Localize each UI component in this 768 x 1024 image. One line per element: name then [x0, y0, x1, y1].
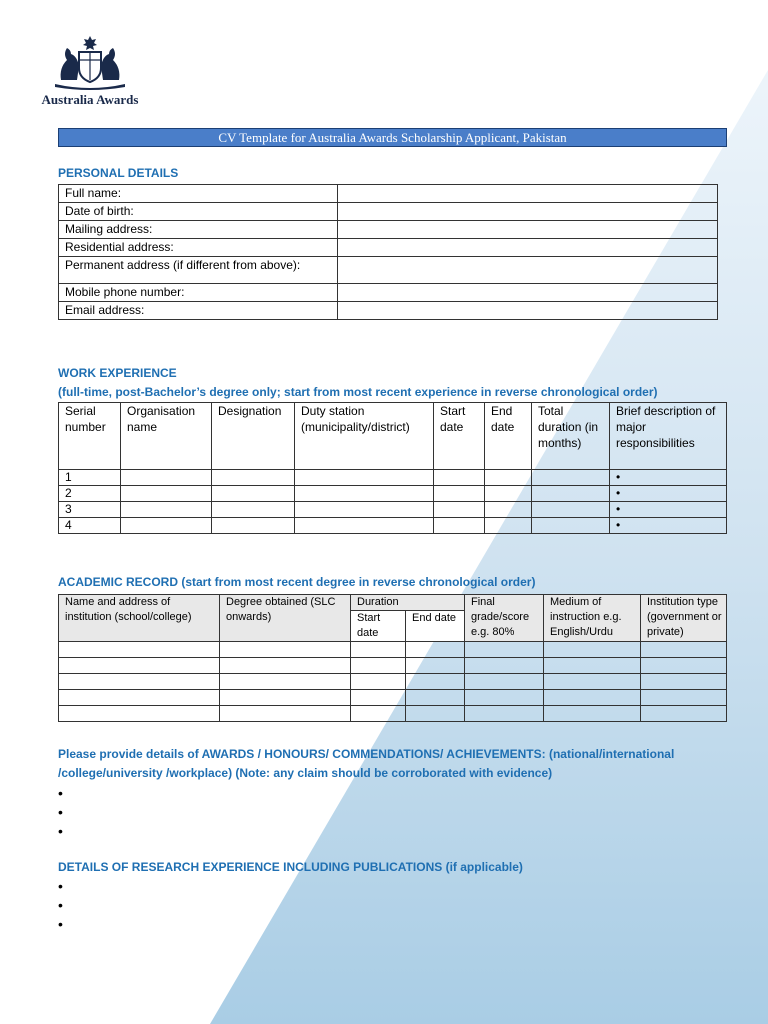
work-experience-table: [58, 402, 727, 534]
table-row: [59, 203, 718, 221]
column-header: Final grade/score e.g. 80%: [465, 595, 544, 642]
column-header: Medium of instruction e.g. English/Urdu: [544, 595, 641, 642]
research-list: [58, 877, 63, 934]
field-label: Full name:: [59, 185, 338, 203]
bullet[interactable]: •: [610, 486, 727, 502]
residential-address-field[interactable]: [338, 239, 718, 257]
research-heading: DETAILS OF RESEARCH EXPERIENCE INCLUDING PUBLICATIONS (if applicable): [58, 860, 523, 874]
column-header: Total duration (in months): [532, 403, 610, 470]
column-header: Start date: [351, 611, 406, 642]
work-experience-subheading: (full-time, post-Bachelor’s degree only; start from most recent experience in reverse chronological order): [58, 385, 658, 399]
permanent-address-field[interactable]: [338, 257, 718, 284]
page-title: CV Template for Australia Awards Scholarship Applicant, Pakistan: [58, 128, 727, 147]
field-label: Email address:: [59, 302, 338, 320]
serial-cell: 2: [59, 486, 121, 502]
bullet[interactable]: •: [610, 502, 727, 518]
academic-record-table: [58, 594, 727, 722]
list-item[interactable]: •: [58, 897, 63, 913]
work-experience-heading: WORK EXPERIENCE: [58, 366, 177, 380]
bullet[interactable]: •: [610, 518, 727, 534]
personal-details-heading: PERSONAL DETAILS: [58, 166, 179, 180]
field-label: Residential address:: [59, 239, 338, 257]
column-header: End date: [485, 403, 532, 470]
table-row: [59, 642, 727, 658]
list-item[interactable]: •: [58, 785, 63, 801]
column-header: Duty station (municipality/district): [295, 403, 434, 470]
coat-of-arms-icon: [51, 34, 129, 90]
column-header: Brief description of major responsibilities: [610, 403, 727, 470]
table-row: [59, 221, 718, 239]
list-item[interactable]: •: [58, 804, 63, 820]
column-header: Degree obtained (SLC onwards): [220, 595, 351, 642]
table-row: [59, 518, 727, 534]
serial-cell: 4: [59, 518, 121, 534]
column-header: Serial number: [59, 403, 121, 470]
list-item[interactable]: •: [58, 916, 63, 932]
table-row: [59, 470, 727, 486]
table-row: [59, 486, 727, 502]
table-row: [59, 502, 727, 518]
serial-cell: 3: [59, 502, 121, 518]
table-header-row: [59, 403, 727, 470]
personal-details-table: [58, 184, 718, 320]
table-row: [59, 302, 718, 320]
awards-list: [58, 784, 63, 841]
full-name-field[interactable]: [338, 185, 718, 203]
awards-heading: Please provide details of AWARDS / HONOURS/ COMMENDATIONS/ ACHIEVEMENTS: (national/international /college/university /workplace) (Note: any claim should be corroborated with evidence): [58, 747, 675, 780]
field-label: Permanent address (if different from above):: [59, 257, 338, 284]
date-of-birth-field[interactable]: [338, 203, 718, 221]
column-header: Start date: [434, 403, 485, 470]
table-row: [59, 658, 727, 674]
column-header: Institution type (government or private): [641, 595, 727, 642]
table-row: [59, 690, 727, 706]
column-header: End date: [406, 611, 465, 642]
table-row: [59, 257, 718, 284]
column-header: Duration: [351, 595, 465, 611]
bullet[interactable]: •: [610, 470, 727, 486]
column-header: Designation: [212, 403, 295, 470]
table-row: [59, 239, 718, 257]
table-row: [59, 185, 718, 203]
list-item[interactable]: •: [58, 878, 63, 894]
academic-record-heading: ACADEMIC RECORD (start from most recent degree in reverse chronological order): [58, 575, 536, 589]
mobile-phone-field[interactable]: [338, 284, 718, 302]
email-address-field[interactable]: [338, 302, 718, 320]
list-item[interactable]: •: [58, 823, 63, 839]
field-label: Mobile phone number:: [59, 284, 338, 302]
table-header-row: [59, 595, 727, 611]
field-label: Mailing address:: [59, 221, 338, 239]
column-header: Name and address of institution (school/college): [59, 595, 220, 642]
serial-cell: 1: [59, 470, 121, 486]
mailing-address-field[interactable]: [338, 221, 718, 239]
table-row: [59, 706, 727, 722]
australia-awards-logo: [36, 34, 144, 108]
commonwealth-star-icon: [62, 944, 114, 996]
logo-text: Australia Awards: [41, 92, 139, 107]
table-row: [59, 674, 727, 690]
field-label: Date of birth:: [59, 203, 338, 221]
column-header: Organisation name: [121, 403, 212, 470]
table-row: [59, 284, 718, 302]
